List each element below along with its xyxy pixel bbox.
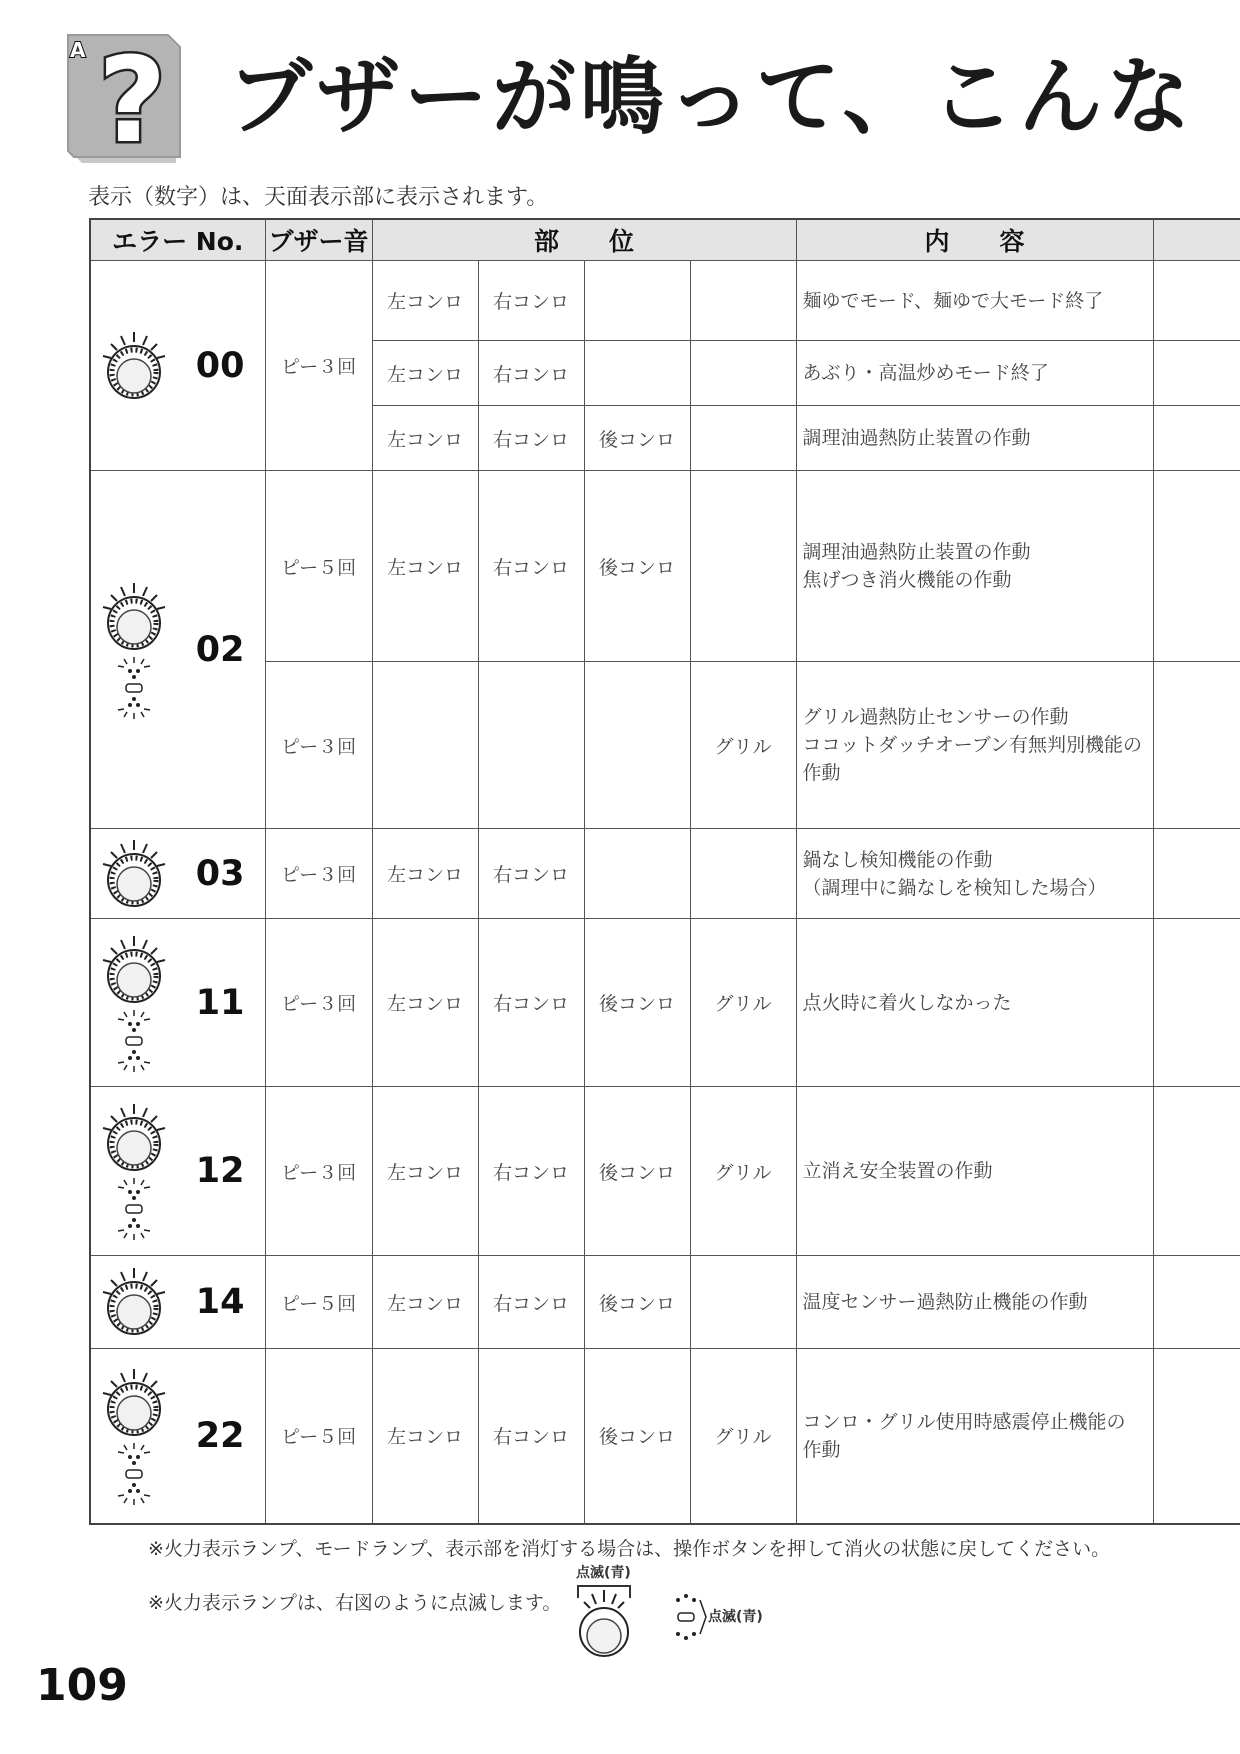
location-cell: 右コンロ [478, 471, 584, 662]
location-cell: グリル [690, 662, 796, 829]
error-code: 22 [195, 1415, 245, 1456]
error-code-cell [90, 1087, 265, 1256]
buzzer-cell: ピー５回 [265, 471, 372, 662]
error-code: 03 [195, 853, 245, 894]
flame-lamp-knob-icon [99, 934, 169, 1006]
buzzer-cell: ピー３回 [265, 1087, 372, 1256]
error-code: 02 [195, 629, 245, 670]
grill-lamp-icon [112, 657, 156, 719]
table-row [90, 1087, 1240, 1256]
content-line: 麺ゆでモード、麺ゆで大モード終了 [802, 289, 1104, 312]
location-cell: グリル [690, 1087, 796, 1256]
location-cell [584, 662, 690, 829]
content-line: 調理油過熱防止装置の作動 [802, 427, 1031, 449]
lamp-indicators [99, 838, 169, 910]
location-cell: 左コンロ [372, 829, 478, 919]
location-cell [690, 1256, 796, 1349]
content-line: 温度センサー過熱防止機能の作動 [802, 1291, 1088, 1313]
icon-letter: A [70, 38, 86, 62]
grill-lamp-icon [112, 1443, 156, 1505]
location-cell [690, 471, 796, 662]
content-line: 点火時に着火しなかった [802, 991, 1012, 1014]
content-line: グリル過熱防止センサーの作動 [802, 706, 1069, 728]
flame-lamp-knob-icon [99, 330, 169, 402]
location-cell: 左コンロ [372, 341, 478, 406]
question-icon [64, 33, 196, 168]
location-cell: 右コンロ [478, 829, 584, 919]
extra-cell [1153, 1256, 1240, 1349]
extra-cell [1153, 829, 1240, 919]
location-cell: 左コンロ [372, 471, 478, 662]
location-cell [690, 261, 796, 341]
location-cell: 後コンロ [584, 1349, 690, 1524]
location-cell: 右コンロ [478, 1349, 584, 1524]
location-cell [584, 829, 690, 919]
question-mark: ? [98, 33, 167, 168]
location-cell: 右コンロ [478, 1256, 584, 1349]
flame-lamp-knob-icon [99, 838, 169, 910]
content-cell [796, 471, 1153, 662]
buzzer-cell: ピー３回 [265, 662, 372, 829]
page-number: 109 [36, 1660, 128, 1711]
location-cell [584, 261, 690, 341]
location-cell: 右コンロ [478, 261, 584, 341]
blinking-grill-lamp-icon [664, 1588, 708, 1646]
error-code-cell [90, 1256, 265, 1349]
location-cell: 後コンロ [584, 406, 690, 471]
error-table-body [90, 261, 1240, 1524]
extra-cell [1153, 662, 1240, 829]
error-code-cell [90, 471, 265, 829]
header-extra [1153, 219, 1240, 261]
flame-lamp-knob-icon [99, 1367, 169, 1439]
extra-cell [1153, 341, 1240, 406]
location-cell [478, 662, 584, 829]
flame-lamp-knob-icon [99, 1266, 169, 1338]
extra-cell [1153, 1349, 1240, 1524]
header-row [90, 219, 1240, 261]
grill-lamp-icon [112, 1010, 156, 1072]
extra-cell [1153, 406, 1240, 471]
location-cell [372, 662, 478, 829]
header-buzzer: ブザー音 [265, 219, 372, 261]
table-row [90, 1256, 1240, 1349]
content-line: 作動 [802, 762, 841, 784]
location-cell [690, 341, 796, 406]
lamp-indicators [99, 1266, 169, 1338]
page-subtitle: 表示（数字）は、天面表示部に表示されます。 [88, 185, 549, 210]
error-code: 00 [195, 345, 245, 386]
content-line: （調理中に鍋なしを検知した場合） [802, 876, 1107, 899]
error-code-cell [90, 261, 265, 471]
content-line: 鍋なし検知機能の作動 [802, 848, 993, 871]
location-cell: 左コンロ [372, 1087, 478, 1256]
lamp-indicators [99, 581, 169, 719]
lamp-indicators [99, 1367, 169, 1505]
header-content: 内 容 [796, 219, 1153, 261]
content-cell [796, 1087, 1153, 1256]
error-code: 12 [195, 1151, 245, 1191]
note-turnoff: ※火力表示ランプ、モードランプ、表示部を消灯する場合は、操作ボタンを押して消火の状態に戻してください。 [148, 1538, 1111, 1560]
buzzer-cell: ピー３回 [265, 261, 372, 471]
location-cell: 右コンロ [478, 406, 584, 471]
header-location: 部 位 [372, 219, 796, 261]
extra-cell [1153, 471, 1240, 662]
table-row [90, 829, 1240, 919]
location-cell: 左コンロ [372, 261, 478, 341]
note-blink: ※火力表示ランプは、右図のように点滅します。 [148, 1592, 562, 1614]
location-cell: 左コンロ [372, 919, 478, 1087]
content-cell [796, 1256, 1153, 1349]
header-error-no: エラー No. [90, 219, 265, 261]
blink-label-knob: 点滅(青) [576, 1565, 631, 1581]
location-cell [690, 406, 796, 471]
location-cell [690, 829, 796, 919]
lamp-indicators [99, 1102, 169, 1240]
location-cell: 右コンロ [478, 919, 584, 1087]
content-cell [796, 662, 1153, 829]
buzzer-cell: ピー３回 [265, 919, 372, 1087]
location-cell: 右コンロ [478, 1087, 584, 1256]
location-cell: 右コンロ [478, 341, 584, 406]
location-cell: 左コンロ [372, 406, 478, 471]
location-cell: グリル [690, 1349, 796, 1524]
buzzer-cell: ピー５回 [265, 1256, 372, 1349]
location-cell: 後コンロ [584, 1256, 690, 1349]
content-line: ココットダッチオーブン有無判別機能の [802, 734, 1143, 756]
lamp-indicators [99, 934, 169, 1072]
blink-label-grill: 点滅(青) [708, 1609, 763, 1625]
table-row [90, 1349, 1240, 1524]
table-row [90, 471, 1240, 662]
location-cell: 左コンロ [372, 1349, 478, 1524]
location-cell [584, 341, 690, 406]
error-code-cell [90, 829, 265, 919]
content-cell [796, 341, 1153, 406]
content-cell [796, 919, 1153, 1087]
extra-cell [1153, 261, 1240, 341]
location-cell: 左コンロ [372, 1256, 478, 1349]
error-code-cell [90, 1349, 265, 1524]
lamp-indicators [99, 330, 169, 402]
location-cell: 後コンロ [584, 471, 690, 662]
content-line: 焦げつき消火機能の作動 [802, 569, 1012, 591]
grill-lamp-icon [112, 1178, 156, 1240]
blinking-knob-icon [574, 1580, 634, 1664]
content-cell [796, 1349, 1153, 1524]
location-cell: 後コンロ [584, 919, 690, 1087]
flame-lamp-knob-icon [99, 581, 169, 653]
content-line: 調理油過熱防止装置の作動 [802, 541, 1031, 563]
extra-cell [1153, 1087, 1240, 1256]
error-code: 11 [195, 982, 245, 1023]
flame-lamp-knob-icon [99, 1102, 169, 1174]
content-line: あぶり・高温炒めモード終了 [802, 362, 1049, 384]
extra-cell [1153, 919, 1240, 1087]
buzzer-cell: ピー５回 [265, 1349, 372, 1524]
error-code: 14 [195, 1282, 245, 1322]
table-row [90, 261, 1240, 341]
content-cell [796, 261, 1153, 341]
location-cell: 後コンロ [584, 1087, 690, 1256]
content-line: コンロ・グリル使用時感震停止機能の [802, 1410, 1126, 1433]
content-line: 立消え安全装置の作動 [802, 1160, 993, 1182]
page-title: ブザーが鳴って、こんな [228, 48, 1195, 146]
error-table [89, 218, 1240, 1525]
content-cell [796, 406, 1153, 471]
table-row [90, 919, 1240, 1087]
location-cell: グリル [690, 919, 796, 1087]
content-line: 作動 [802, 1438, 841, 1461]
content-cell [796, 829, 1153, 919]
buzzer-cell: ピー３回 [265, 829, 372, 919]
error-code-cell [90, 919, 265, 1087]
